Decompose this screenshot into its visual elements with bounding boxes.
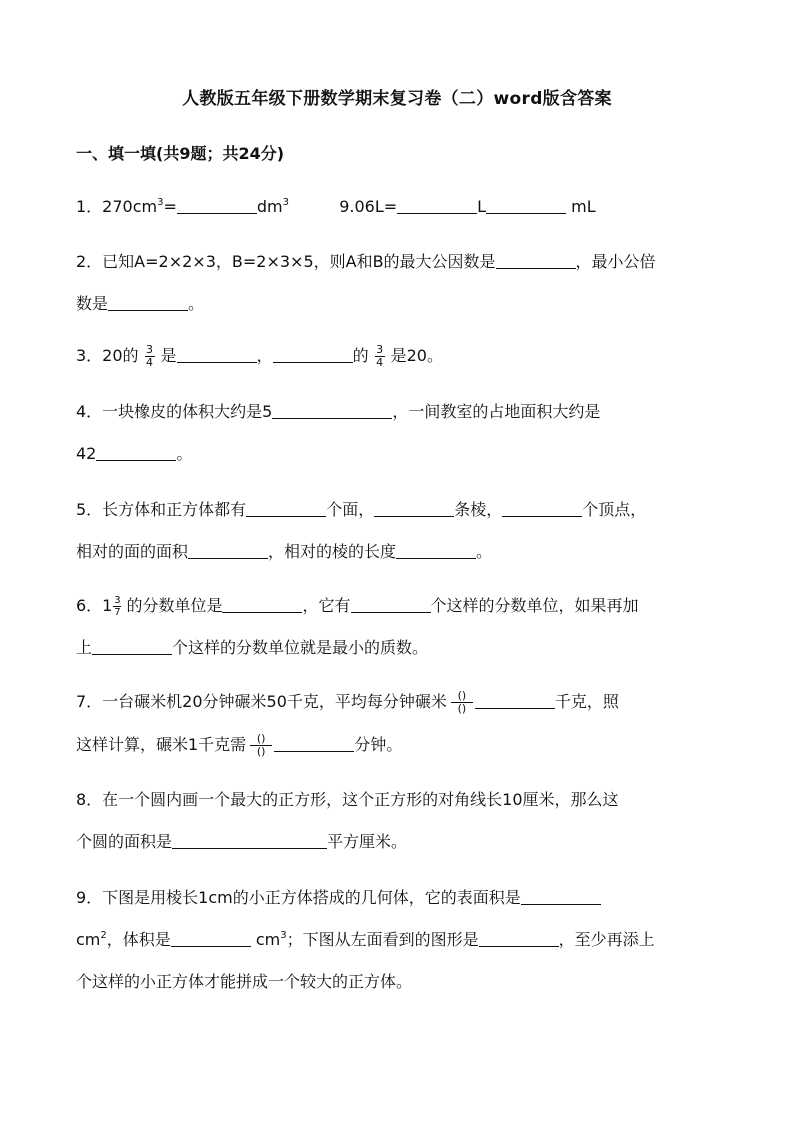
q7-text-d: 分钟。 xyxy=(354,735,403,754)
answer-blank[interactable] xyxy=(272,400,392,419)
question-6-line-1 xyxy=(76,594,726,618)
q1-text-a: 1．270cm xyxy=(76,197,158,216)
q3-text-c: ， xyxy=(256,346,273,365)
fraction-3-7: $\frac{3}{7}$ xyxy=(114,595,121,618)
answer-blank[interactable] xyxy=(177,195,257,214)
q3-text-d: 的 xyxy=(352,346,369,365)
q1-exp2: 3 xyxy=(282,197,290,208)
q2-text: 2．已知A=2×2×3，B=2×3×5，则A和B的最大公因数是 xyxy=(76,252,496,271)
answer-blank[interactable] xyxy=(502,498,582,517)
question-3 xyxy=(76,344,726,368)
fraction-3-4: $\frac{3}{4}$ xyxy=(146,343,154,369)
q4-text-b: ，一间教室的占地面积大约是 xyxy=(392,402,601,421)
page-title: 人教版五年级下册数学期末复习卷（二）word版含答案 xyxy=(182,89,612,109)
q6-text-d: 个这样的分数单位，如果再加 xyxy=(430,596,639,615)
answer-blank[interactable] xyxy=(96,442,176,461)
q5-text-f: ，相对的棱的长度 xyxy=(268,542,397,561)
question-4-line-1 xyxy=(76,400,726,424)
q2-text-c: 数是 xyxy=(76,294,109,313)
q7-text-b: 千克，照 xyxy=(554,692,619,711)
q1-unit-ml: mL xyxy=(566,197,596,216)
q1-text-d: 9.06L= xyxy=(339,197,398,216)
q4-text-d: 。 xyxy=(176,444,193,463)
answer-blank[interactable] xyxy=(397,195,477,214)
answer-blank[interactable] xyxy=(246,498,326,517)
q5-text-a: 5．长方体和正方体都有 xyxy=(76,500,247,519)
q2-text-d: 。 xyxy=(188,294,205,313)
q4-text-c: 42 xyxy=(76,444,97,463)
q5-text-d: 个顶点， xyxy=(582,500,647,519)
answer-blank[interactable] xyxy=(108,292,188,311)
question-9-line-2 xyxy=(76,928,726,952)
question-8-line-2 xyxy=(76,830,726,854)
answer-blank[interactable] xyxy=(188,540,268,559)
q6-text-e: 上 xyxy=(76,638,93,657)
question-8-line-1 xyxy=(76,788,726,812)
question-7-line-1 xyxy=(76,690,726,714)
q5-text-g: 。 xyxy=(476,542,493,561)
q9-text-d: cm xyxy=(250,930,281,949)
q9-text-e: ；下图从左面看到的图形是 xyxy=(286,930,479,949)
answer-blank[interactable] xyxy=(92,636,172,655)
answer-blank[interactable] xyxy=(475,690,555,709)
answer-blank[interactable] xyxy=(496,250,576,269)
answer-blank[interactable] xyxy=(171,928,251,947)
question-2-line-2 xyxy=(76,292,726,316)
question-7-line-2 xyxy=(76,733,726,757)
q6-text-a: 6．1 xyxy=(76,596,113,615)
answer-blank[interactable] xyxy=(177,344,257,363)
q9-text-a: 9．下图是用棱长1cm的小正方体搭成的几何体，它的表面积是 xyxy=(76,888,521,907)
q8-text-b: 个圆的面积是 xyxy=(76,832,173,851)
q9-exp2: 3 xyxy=(280,930,287,941)
answer-blank[interactable] xyxy=(172,830,327,849)
answer-blank[interactable] xyxy=(486,195,566,214)
q3-text-a: 3．20的 xyxy=(76,346,139,365)
answer-blank[interactable] xyxy=(374,498,454,517)
answer-blank[interactable] xyxy=(273,344,353,363)
q6-text-f: 个这样的分数单位就是最小的质数。 xyxy=(172,638,429,657)
q5-text-e: 相对的面的面积 xyxy=(76,542,189,561)
q1-unit-l: L xyxy=(477,197,487,216)
fraction-placeholder: () () xyxy=(250,733,272,758)
q9-text-b: cm xyxy=(76,930,101,949)
q3-text-b: 是 xyxy=(160,346,177,365)
q9-text-c: ，体积是 xyxy=(106,930,171,949)
answer-blank[interactable] xyxy=(351,594,431,613)
question-5-line-1 xyxy=(76,498,726,522)
q3-text-e: 是20。 xyxy=(390,346,443,365)
q7-text-c: 这样计算，碾米1千克需 xyxy=(76,735,247,754)
q4-text-a: 4．一块橡皮的体积大约是5 xyxy=(76,402,273,421)
question-2-line-1 xyxy=(76,250,726,274)
question-9-line-1 xyxy=(76,886,726,910)
q8-text-a: 8．在一个圆内画一个最大的正方形，这个正方形的对角线长10厘米，那么这 xyxy=(76,790,619,809)
q9-text-g: 个这样的小正方体才能拼成一个较大的正方体。 xyxy=(76,972,413,991)
question-6-line-2 xyxy=(76,636,726,660)
q1-exp: 3 xyxy=(157,197,164,208)
q6-text-c: ，它有 xyxy=(302,596,351,615)
q1-text-b: = xyxy=(163,197,177,216)
q5-text-b: 个面， xyxy=(326,500,375,519)
fraction-3-4: $\frac{3}{4}$ xyxy=(376,343,384,369)
answer-blank[interactable] xyxy=(479,928,559,947)
answer-blank[interactable] xyxy=(222,594,302,613)
answer-blank[interactable] xyxy=(396,540,476,559)
question-1 xyxy=(76,195,726,219)
q6-text-b: 的分数单位是 xyxy=(126,596,223,615)
q9-exp: 2 xyxy=(100,930,107,941)
q7-text-a: 7．一台碾米机20分钟碾米50千克，平均每分钟碾米 xyxy=(76,692,447,711)
question-4-line-2 xyxy=(76,442,726,466)
q5-text-c: 条棱， xyxy=(454,500,503,519)
fraction-placeholder: () () xyxy=(451,690,473,715)
q1-unit-dm: dm xyxy=(256,197,283,216)
answer-blank[interactable] xyxy=(274,733,354,752)
q9-text-f: ，至少再添上 xyxy=(558,930,655,949)
answer-blank[interactable] xyxy=(521,886,601,905)
q2-text-b: ，最小公倍 xyxy=(575,252,656,271)
q8-text-c: 平方厘米。 xyxy=(327,832,408,851)
section-heading: 一、填一填(共9题；共24分) xyxy=(76,144,285,163)
question-5-line-2 xyxy=(76,540,726,564)
question-9-line-3 xyxy=(76,970,726,994)
